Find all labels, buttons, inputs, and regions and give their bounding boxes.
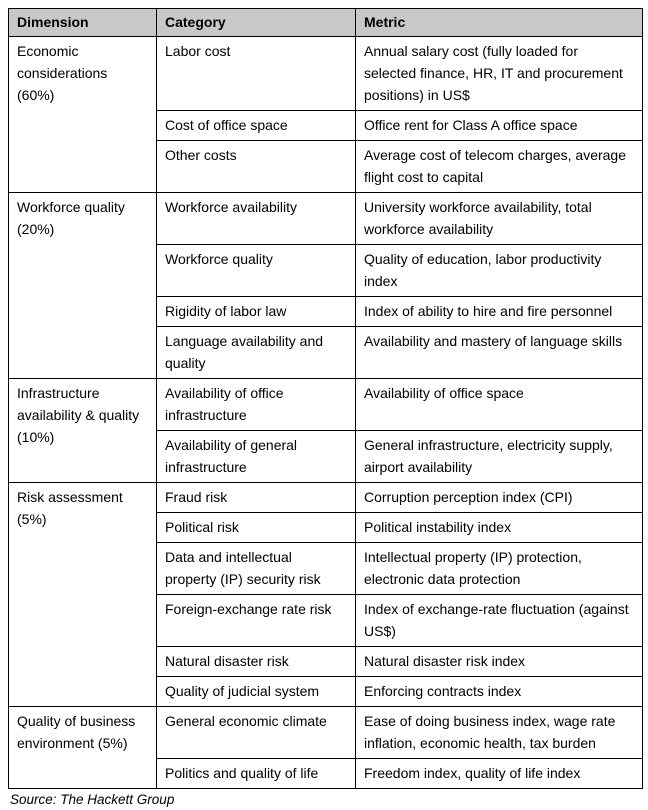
metric-cell: Corruption perception index (CPI) [356, 483, 643, 513]
metric-cell: Availability and mastery of language skills [356, 327, 643, 379]
category-cell: General economic climate [157, 707, 356, 759]
metric-cell: Index of exchange-rate fluctuation (against US$) [356, 595, 643, 647]
dimension-cell: Risk assessment (5%) [9, 483, 157, 707]
category-cell: Language availability and quality [157, 327, 356, 379]
metric-cell: Political instability index [356, 513, 643, 543]
table-row [9, 707, 643, 759]
category-cell: Cost of office space [157, 111, 356, 141]
metric-cell: Natural disaster risk index [356, 647, 643, 677]
table-row [9, 37, 643, 111]
table-row [9, 379, 643, 431]
header-row [9, 9, 643, 37]
category-cell: Other costs [157, 141, 356, 193]
metric-cell: Ease of doing business index, wage rate inflation, economic health, tax burden [356, 707, 643, 759]
criteria-table [8, 8, 643, 789]
category-cell: Natural disaster risk [157, 647, 356, 677]
table-header [9, 9, 643, 37]
metric-cell: Freedom index, quality of life index [356, 759, 643, 789]
source-note: Source: The Hackett Group [10, 792, 175, 807]
table-row [9, 483, 643, 513]
metric-cell: Quality of education, labor productivity index [356, 245, 643, 297]
dimension-cell: Quality of business environment (5%) [9, 707, 157, 789]
category-cell: Political risk [157, 513, 356, 543]
header-category: Category [157, 9, 356, 37]
metric-cell: Enforcing contracts index [356, 677, 643, 707]
category-cell: Politics and quality of life [157, 759, 356, 789]
category-cell: Data and intellectual property (IP) security risk [157, 543, 356, 595]
category-cell: Quality of judicial system [157, 677, 356, 707]
category-cell: Workforce quality [157, 245, 356, 297]
category-cell: Availability of office infrastructure [157, 379, 356, 431]
metric-cell: Index of ability to hire and fire personnel [356, 297, 643, 327]
metric-cell: Intellectual property (IP) protection, electronic data protection [356, 543, 643, 595]
category-cell: Availability of general infrastructure [157, 431, 356, 483]
category-cell: Fraud risk [157, 483, 356, 513]
dimension-cell: Infrastructure availability & quality (10%) [9, 379, 157, 483]
table-row [9, 193, 643, 245]
category-cell: Workforce availability [157, 193, 356, 245]
dimension-cell: Economic considerations (60%) [9, 37, 157, 193]
metric-cell: Availability of office space [356, 379, 643, 431]
category-cell: Rigidity of labor law [157, 297, 356, 327]
category-cell: Foreign-exchange rate risk [157, 595, 356, 647]
metric-cell: Annual salary cost (fully loaded for selected finance, HR, IT and procurement positions) in US$ [356, 37, 643, 111]
dimension-cell: Workforce quality (20%) [9, 193, 157, 379]
metric-cell: Office rent for Class A office space [356, 111, 643, 141]
metric-cell: Average cost of telecom charges, average flight cost to capital [356, 141, 643, 193]
category-cell: Labor cost [157, 37, 356, 111]
header-dimension: Dimension [9, 9, 157, 37]
header-metric: Metric [356, 9, 643, 37]
metric-cell: General infrastructure, electricity supply, airport availability [356, 431, 643, 483]
metric-cell: University workforce availability, total workforce availability [356, 193, 643, 245]
